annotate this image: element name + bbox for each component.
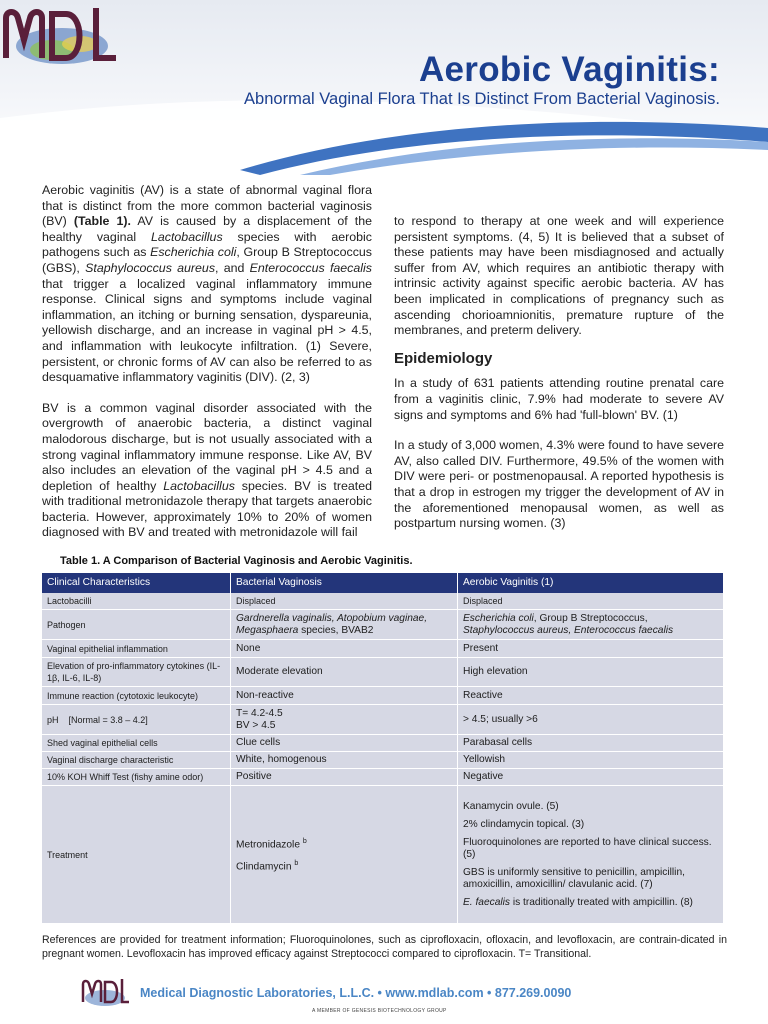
table-cell: Pathogen: [42, 610, 231, 640]
comparison-table: [42, 573, 724, 924]
text-run: Clindamycin: [236, 860, 292, 872]
table-row: [42, 658, 724, 687]
text-run: T= 4.2-4.5: [236, 707, 283, 719]
table-cell: [458, 786, 724, 924]
table-cell: [458, 610, 724, 640]
table-cell: Negative: [458, 769, 724, 786]
treatment-item: Fluoroquinolones are reported to have clinical success. (5): [463, 836, 712, 860]
table-reference: (Table 1).: [73, 214, 131, 229]
species-name: E. faecalis: [463, 896, 510, 908]
text-run: Aerobic vaginitis (AV) is a state of abnormal vaginal flora that is distinct from the more common bacterial vaginosis (BV): [42, 183, 372, 229]
treatment-item: Kanamycin ovule. (5): [463, 800, 559, 812]
table-cell: Moderate elevation: [231, 658, 458, 687]
table-row: [42, 610, 724, 640]
treatment-drug: [236, 858, 452, 873]
text-run: that trigger a localized vaginal inflammatory immune response. Clinical signs and symptoms include vaginal inflammation, an itching or burning sensation, dyspareunia, yellowish discharge, and an increase in vaginal pH > 4.5, and inflammation with leukocyte infiltration. (1) Severe, persistent, or chronic forms of AV can also be referred to as desquamative inflammatory vaginitis (DIV). (2, 3): [42, 276, 372, 385]
page-subtitle: Abnormal Vaginal Flora That Is Distinct From Bacterial Vaginosis.: [244, 90, 720, 108]
table-cell: > 4.5; usually >6: [458, 705, 724, 735]
table-cell: Displaced: [231, 593, 458, 610]
column-header: Clinical Characteristics: [42, 573, 231, 593]
text-run: , Group B Streptococcus,: [533, 612, 648, 624]
table-cell: Yellowish: [458, 752, 724, 769]
text-run: BV > 4.5: [236, 719, 276, 731]
footnote-mark: b: [294, 859, 299, 867]
table-cell: Elevation of pro-inflammatory cytokines (IL-1β, IL-6, IL-8): [42, 658, 231, 687]
bv-paragraph: [42, 401, 372, 541]
table-cell: Treatment: [42, 786, 231, 924]
body-column-left: [42, 183, 372, 541]
page-header: [0, 0, 768, 175]
table-cell: Shed vaginal epithelial cells: [42, 735, 231, 752]
table-cell: Reactive: [458, 687, 724, 705]
table-cell: [231, 610, 458, 640]
species-name: Escherichia coli: [150, 245, 237, 260]
table-cell: pH [Normal = 3.8 – 4.2]: [42, 705, 231, 735]
treatment-item: [463, 897, 718, 909]
continued-paragraph: to respond to therapy at one week and will experience persistent symptoms. (4, 5) It is believed that a subset of these patients may have been misdiagnosed and actually suffer from AV, which requires an antibiotic therapy with intrinsic activity against specific aerobic bacteria. AV has been implicated in complications of pregnancy such as ascending chorioamnionitis, premature rupture of the membranes, and preterm delivery.: [394, 214, 724, 338]
table-row: [42, 640, 724, 658]
text-run: species with aerobic pathogens such as: [42, 229, 372, 260]
table-header-row: [42, 573, 724, 593]
treatment-item: GBS is uniformly sensitive to penicillin, ampicillin, amoxicillin, amoxicillin/ clavulanic acid. (7): [463, 866, 685, 890]
intro-paragraph: [42, 183, 372, 386]
species-name: Escherichia coli: [463, 612, 534, 624]
species-name: Lactobacillus: [151, 229, 223, 244]
text-run: species. BV is treated with traditional metronidazole therapy that targets anaerobic bacteria. However, approximately 10% to 20% of women diagnosed with BV and treated with metronidazole will fail: [42, 478, 372, 540]
table-cell: None: [231, 640, 458, 658]
table-cell: [231, 705, 458, 735]
footnote-mark: b: [302, 838, 307, 846]
table-cell: 10% KOH Whiff Test (fishy amine odor): [42, 769, 231, 786]
table-caption: Table 1. A Comparison of Bacterial Vaginosis and Aerobic Vaginitis.: [60, 555, 413, 567]
table-row: [42, 687, 724, 705]
table-row: [42, 769, 724, 786]
mdl-logo: [0, 0, 122, 70]
table-cell: High elevation: [458, 658, 724, 687]
treatment-drug: [236, 836, 452, 851]
text-run: BV is a common vaginal disorder associated with the overgrowth of anaerobic bacteria, a distinct vaginal malodorous discharge, but is not usually associated with a strong vaginal inflammatory immune response. Like AV, BV also includes an elevation of the vaginal pH > 4.5 and a depletion of healthy: [42, 400, 372, 493]
page-title: Aerobic Vaginitis:: [418, 50, 720, 89]
table-row: [42, 705, 724, 735]
body-column-right: [394, 214, 724, 532]
epidemiology-paragraph-2: In a study of 3,000 women, 4.3% were found to have severe AV, also called DIV. Furthermore, 49.5% of the women with DIV were peri- or postmenopausal. A reported hypothesis is that a drop in estrogen my trigger the development of AV in the aforementioned menopausal women, as well as postpartum nursing women. (3): [394, 438, 724, 531]
column-header: Bacterial Vaginosis: [231, 573, 458, 593]
text-run: , Group B Streptococcus (GBS),: [42, 245, 372, 275]
table-cell: Immune reaction (cytotoxic leukocyte): [42, 687, 231, 705]
table-cell: Non-reactive: [231, 687, 458, 705]
epidemiology-paragraph-1: In a study of 631 patients attending routine prenatal care from a vaginitis clinic, 7.9% had moderate to severe AV signs and symptoms and 6% had 'full-blown' BV. (1): [394, 376, 724, 422]
table-cell: Clue cells: [231, 735, 458, 752]
table-cell: Displaced: [458, 593, 724, 610]
table-row: [42, 786, 724, 924]
table-cell: Vaginal epithelial inflammation: [42, 640, 231, 658]
table-cell: Positive: [231, 769, 458, 786]
table-row: [42, 593, 724, 610]
footer-contact: Medical Diagnostic Laboratories, L.L.C. • www.mdlab.com • 877.269.0090: [140, 986, 572, 1000]
epidemiology-heading: Epidemiology: [394, 349, 493, 367]
text-run: Metronidazole: [236, 839, 300, 851]
table-row: [42, 735, 724, 752]
species-name: Staphylococcus aureus: [85, 260, 216, 275]
footer-mdl-logo: [80, 976, 130, 1008]
table-cell: Parabasal cells: [458, 735, 724, 752]
species-name: Staphylococcus aureus, Enterococcus faecalis: [463, 624, 674, 636]
text-run: AV is caused by a displacement of the healthy vaginal: [42, 214, 372, 244]
species-name: Lactobacillus: [163, 478, 235, 493]
column-header: Aerobic Vaginitis (1): [458, 573, 724, 593]
treatment-item: 2% clindamycin topical. (3): [463, 818, 585, 830]
species-name: Gardnerella vaginalis, Atopobium vaginae, Megasphaera: [236, 612, 428, 636]
text-run: species, BVAB2: [298, 624, 374, 636]
footer-affiliation: A MEMBER OF GENESIS BIOTECHNOLOGY GROUP: [312, 1008, 447, 1014]
table-cell: [231, 786, 458, 924]
table-row: [42, 752, 724, 769]
table-cell: Lactobacilli: [42, 593, 231, 610]
references-note: References are provided for treatment information; Fluoroquinolones, such as ciprofloxacin, ofloxacin, and levofloxacin, are contrain-dicated in pregnant women. Levofloxacin has improved efficacy against Streptococci compared to ciprofloxacin. T= Transitional.: [42, 934, 727, 960]
text-run: , and: [215, 260, 250, 275]
table-cell: Present: [458, 640, 724, 658]
table-cell: White, homogenous: [231, 752, 458, 769]
species-name: Enterococcus faecalis: [249, 260, 372, 275]
text-run: is traditionally treated with ampicillin. (8): [510, 896, 693, 908]
table-cell: Vaginal discharge characteristic: [42, 752, 231, 769]
